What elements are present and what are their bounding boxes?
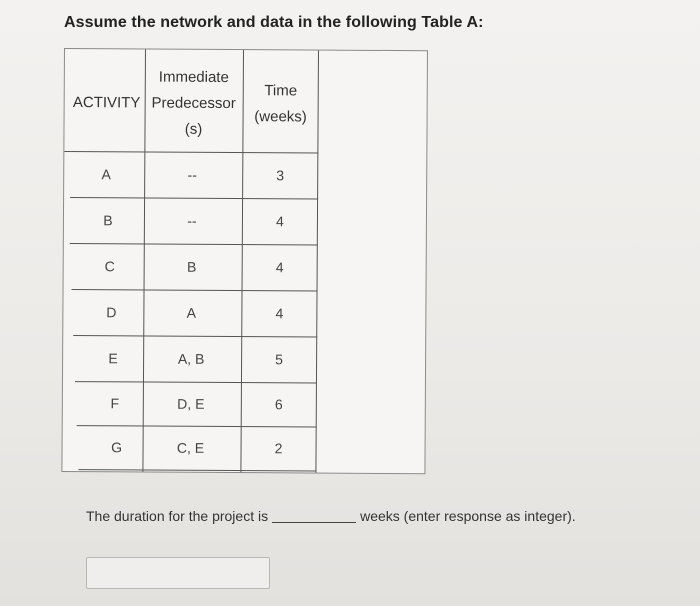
prompt-text-after: weeks (enter response as integer). [360, 508, 576, 524]
header-activity: ACTIVITY [72, 94, 141, 112]
cell-predecessor: -- [187, 166, 197, 183]
cell-activity: G [111, 439, 123, 456]
question-prompt [86, 508, 576, 524]
cell-time: 2 [274, 440, 283, 457]
row-divider [73, 335, 317, 337]
row-divider [75, 381, 317, 383]
cell-activity: A [101, 166, 111, 183]
cell-activity: B [103, 212, 113, 229]
cell-time: 4 [275, 259, 284, 276]
activity-table [61, 48, 428, 474]
row-divider [78, 469, 316, 471]
row-divider [64, 151, 318, 154]
header-predecessor-line1: Immediate [158, 68, 229, 87]
cell-time: 6 [274, 396, 283, 413]
cell-predecessor: -- [187, 212, 197, 229]
header-time-line2: (weeks) [254, 108, 307, 126]
answer-input[interactable] [86, 557, 270, 589]
cell-time: 4 [275, 213, 284, 230]
header-predecessor-line2: Predecessor [151, 94, 236, 113]
cell-time: 3 [276, 167, 285, 184]
cell-activity: C [104, 258, 115, 275]
cell-activity: E [108, 350, 118, 367]
cell-time: 4 [275, 305, 284, 322]
cell-predecessor: A, B [177, 350, 205, 367]
question-heading: Assume the network and data in the following Table A: [64, 14, 484, 31]
answer-blank [272, 510, 356, 523]
cell-activity: D [106, 304, 117, 321]
row-divider [77, 425, 317, 427]
row-divider [70, 197, 318, 200]
cell-time: 5 [275, 351, 284, 368]
prompt-text-before: The duration for the project is [86, 508, 269, 524]
header-time-line1: Time [264, 82, 298, 100]
cell-activity: F [110, 395, 120, 412]
cell-predecessor: B [186, 258, 197, 275]
header-predecessor-line3: (s) [184, 120, 203, 138]
cell-predecessor: D, E [177, 395, 205, 412]
row-divider [72, 289, 318, 292]
row-divider [70, 243, 318, 246]
cell-predecessor: C, E [176, 439, 205, 456]
cell-predecessor: A [186, 304, 197, 321]
